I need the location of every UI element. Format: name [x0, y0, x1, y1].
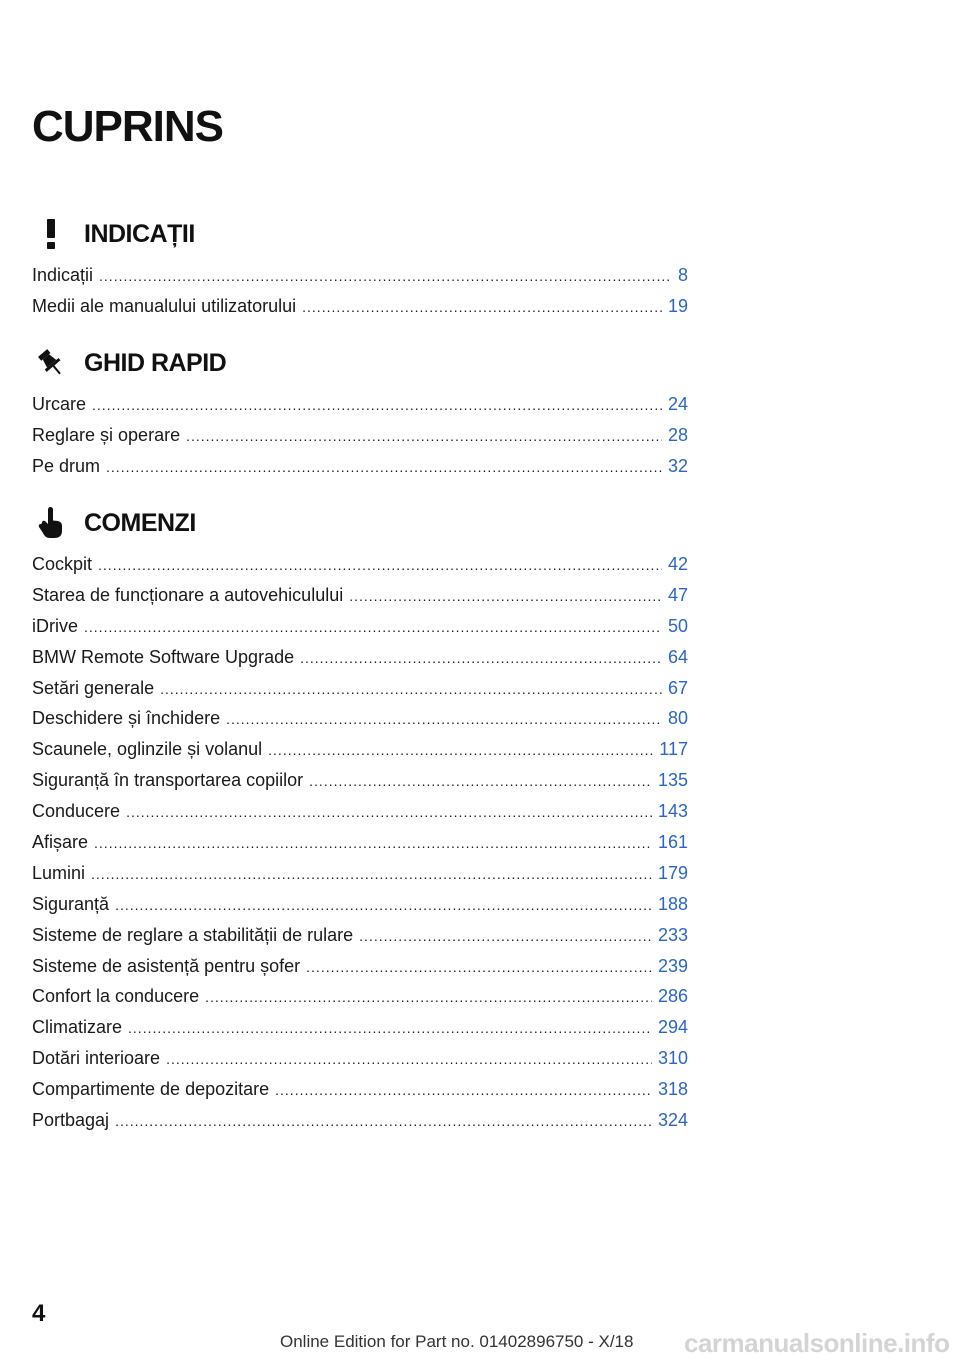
toc-entry-indicatii[interactable]	[32, 260, 688, 291]
section-ghid-rapid	[32, 343, 688, 482]
toc-entry[interactable]	[32, 889, 688, 920]
toc-entry-page[interactable]: 188	[657, 893, 688, 914]
dot-leader	[166, 1044, 652, 1075]
section-comenzi	[32, 503, 688, 1136]
toc-entry-page[interactable]: 324	[657, 1110, 688, 1131]
footer-edition: Online Edition for Part no. 01402896750 - X/18	[280, 1332, 634, 1351]
toc-entry[interactable]	[32, 703, 688, 734]
dot-leader	[300, 643, 662, 674]
toc-entry[interactable]	[32, 981, 688, 1012]
toc-entry[interactable]	[32, 1074, 688, 1105]
dot-leader	[84, 612, 662, 643]
toc-entry[interactable]	[32, 765, 688, 796]
dot-leader	[98, 550, 662, 581]
dot-leader	[306, 952, 652, 983]
toc-entry-label: Indicații	[32, 265, 94, 285]
section-header	[32, 343, 688, 383]
dot-leader	[106, 452, 662, 483]
toc-entry-page[interactable]: 50	[667, 615, 688, 636]
toc-entry-label: Compartimente de depozitare	[32, 1079, 270, 1100]
dot-leader	[359, 921, 652, 952]
toc-entry-label: Conducere	[32, 801, 121, 822]
toc-entry[interactable]	[32, 920, 688, 951]
dot-leader	[226, 704, 662, 735]
toc-entry-label: Scaunele, oglinzile și volanul	[32, 739, 263, 760]
toc-entry-page[interactable]: 19	[667, 295, 688, 316]
watermark: carmanualsonline.info	[684, 1328, 950, 1358]
toc-entry-page[interactable]: 24	[667, 394, 688, 414]
dot-leader	[94, 828, 652, 859]
section-title: COMENZI	[84, 508, 196, 537]
section-header	[32, 503, 688, 543]
toc-entry-label: Afișare	[32, 832, 89, 853]
toc-entry-page[interactable]: 310	[657, 1048, 688, 1069]
toc-entry-page[interactable]: 135	[657, 770, 688, 791]
toc-entry-reglare[interactable]	[32, 420, 688, 451]
toc-entry[interactable]	[32, 1105, 688, 1136]
toc-entry-medii[interactable]	[32, 291, 688, 322]
toc-entry-urcare[interactable]	[32, 389, 688, 420]
toc-entry-label: Confort la conducere	[32, 986, 200, 1007]
toc-entry[interactable]	[32, 1012, 688, 1043]
toc-entry[interactable]	[32, 734, 688, 765]
toc-entry-page[interactable]: 294	[657, 1017, 688, 1038]
section-title: INDICAȚII	[84, 219, 195, 248]
section-title: GHID RAPID	[84, 348, 227, 377]
toc-entry-label: iDrive	[32, 615, 79, 636]
toc-entry-label: Dotări interioare	[32, 1048, 161, 1069]
dot-leader	[160, 674, 662, 705]
dot-leader	[92, 390, 662, 421]
toc-entry-label: Portbagaj	[32, 1110, 110, 1131]
page-number: 4	[32, 1300, 46, 1327]
dot-leader	[186, 421, 662, 452]
toc-entry-label: Reglare și operare	[32, 424, 181, 445]
toc-entry[interactable]	[32, 1043, 688, 1074]
toc-entry-label: Siguranță în transportarea copiilor	[32, 770, 304, 791]
toc-entry-label: Sisteme de reglare a stabilității de rulare	[32, 924, 354, 945]
dot-leader	[275, 1075, 652, 1106]
dot-leader	[91, 859, 652, 890]
toc-entry-label: Lumini	[32, 862, 86, 883]
toc-entry-label: Siguranță	[32, 893, 110, 914]
toc-entry[interactable]	[32, 611, 688, 642]
pushpin-icon	[28, 343, 74, 383]
toc-entry-label: Sisteme de asistență pentru șofer	[32, 955, 301, 976]
toc-entry-label: Climatizare	[32, 1017, 123, 1038]
toc-entry-page[interactable]: 8	[677, 265, 688, 285]
section-header	[32, 214, 688, 254]
dot-leader	[302, 292, 662, 323]
dot-leader	[309, 766, 652, 797]
dot-leader	[128, 1013, 652, 1044]
dot-leader	[99, 261, 672, 292]
toc-entry-page[interactable]: 233	[657, 924, 688, 945]
toc-entry[interactable]	[32, 580, 688, 611]
toc-entry[interactable]	[32, 951, 688, 982]
toc-entry-pe-drum[interactable]	[32, 451, 688, 482]
toc-entry-page[interactable]: 161	[657, 832, 688, 853]
toc-entry-label: Starea de funcționare a autovehiculului	[32, 584, 344, 605]
toc-entry[interactable]	[32, 673, 688, 704]
dot-leader	[205, 982, 652, 1013]
pointing-hand-icon	[28, 503, 74, 543]
exclamation-icon	[28, 214, 74, 254]
toc-entry[interactable]	[32, 827, 688, 858]
toc-entry-page[interactable]: 64	[667, 646, 688, 667]
toc-entry-page[interactable]: 286	[657, 986, 688, 1007]
dot-leader	[126, 797, 652, 828]
toc-entry-label: Pe drum	[32, 455, 101, 476]
toc-entry-page[interactable]: 32	[667, 455, 688, 476]
toc-entry-page[interactable]: 67	[667, 677, 688, 698]
toc-entry-label: Urcare	[32, 394, 87, 414]
toc-entry-page[interactable]: 117	[659, 739, 688, 760]
toc-entry-label: Setări generale	[32, 677, 155, 698]
toc-entry[interactable]	[32, 858, 688, 889]
dot-leader	[268, 735, 653, 766]
toc-entry-page[interactable]: 318	[657, 1079, 688, 1100]
toc-entry-page[interactable]: 28	[667, 424, 688, 445]
dot-leader	[115, 890, 652, 921]
toc-entry-label: Medii ale manualului utilizatorului	[32, 295, 297, 316]
toc-entry-page[interactable]: 47	[667, 584, 688, 605]
toc-entry-page[interactable]: 42	[667, 554, 688, 574]
toc-entry[interactable]	[32, 796, 688, 827]
page-title: CUPRINS	[32, 102, 224, 151]
toc-entry-label: Cockpit	[32, 554, 93, 574]
toc-entry-label: BMW Remote Software Upgrade	[32, 646, 295, 667]
toc-entry-label: Deschidere și închidere	[32, 708, 221, 729]
toc-list	[32, 549, 688, 1136]
toc-entry-page[interactable]: 179	[657, 862, 688, 883]
dot-leader	[115, 1106, 652, 1137]
dot-leader	[349, 581, 662, 612]
toc-entry[interactable]	[32, 549, 688, 580]
toc-entry-page[interactable]: 239	[657, 955, 688, 976]
section-indicatii	[32, 214, 688, 322]
toc-entry[interactable]	[32, 642, 688, 673]
toc-entry-page[interactable]: 143	[657, 801, 688, 822]
toc-entry-page[interactable]: 80	[667, 708, 688, 729]
